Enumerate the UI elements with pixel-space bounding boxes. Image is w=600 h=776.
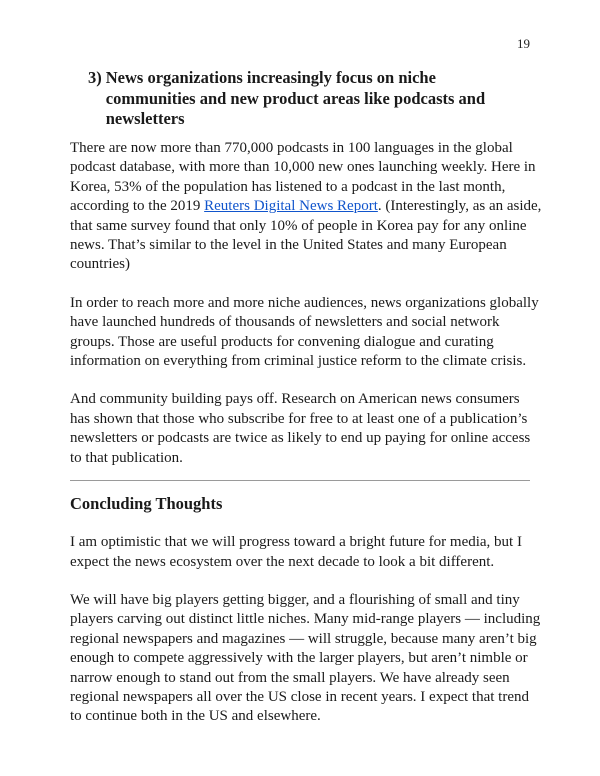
reuters-report-link[interactable]: Reuters Digital News Report <box>204 198 378 215</box>
section-number: 3) <box>88 68 102 87</box>
section-title: News organizations increasingly focus on niche communities and new product areas like podcasts and newsletters <box>105 68 486 128</box>
paragraph-community-building: And community building pays off. Research on American news consumers has shown that those who subscribe for free to at least one of a publication’s newsletters or podcasts are twice as likely to end up paying for online access to that publication. <box>70 391 531 466</box>
section-heading <box>88 68 528 130</box>
paragraph-podcasts <box>70 139 542 275</box>
page-number: 19 <box>517 36 530 51</box>
paragraph-podcasts-text-a: There are now more than 770,000 podcasts in 100 languages in the global podcast database, with more than 10,000 new ones launching weekly. Here in Korea, 53% of the population has listened to a podcast in the last month, according to the 2019 <box>70 140 536 215</box>
paragraph-niche-audiences: In order to reach more and more niche audiences, news organizations globally have launched hundreds of thousands of newsletters and social network groups. Those are useful products for convening dialogue and curating information on everything from criminal justice reform to the climate crisis. <box>70 294 539 370</box>
concluding-heading: Concluding Thoughts <box>70 494 223 514</box>
page-body <box>70 139 542 727</box>
paragraph-big-players: We will have big players getting bigger, and a flourishing of small and tiny players carving out distinct little niches. Many mid-range players — including regional newspapers and magazines — will struggle, because many aren’t big enough to compete aggressively with the larger players, but aren’t nimble or narrow enough to stand out from the small players. We have already seen regional newspapers all over the US close in recent years. I expect that trend to continue both in the US and elsewhere. <box>70 591 541 725</box>
section-divider <box>70 480 530 481</box>
paragraph-podcasts-text-b: . (Interestingly, as an aside, that same survey found that only 10% of people in Korea pay for any online news. That’s similar to the level in the United States and many European countries) <box>70 198 542 273</box>
paragraph-optimistic: I am optimistic that we will progress toward a bright future for media, but I expect the news ecosystem over the next decade to look a bit different. <box>70 534 522 570</box>
